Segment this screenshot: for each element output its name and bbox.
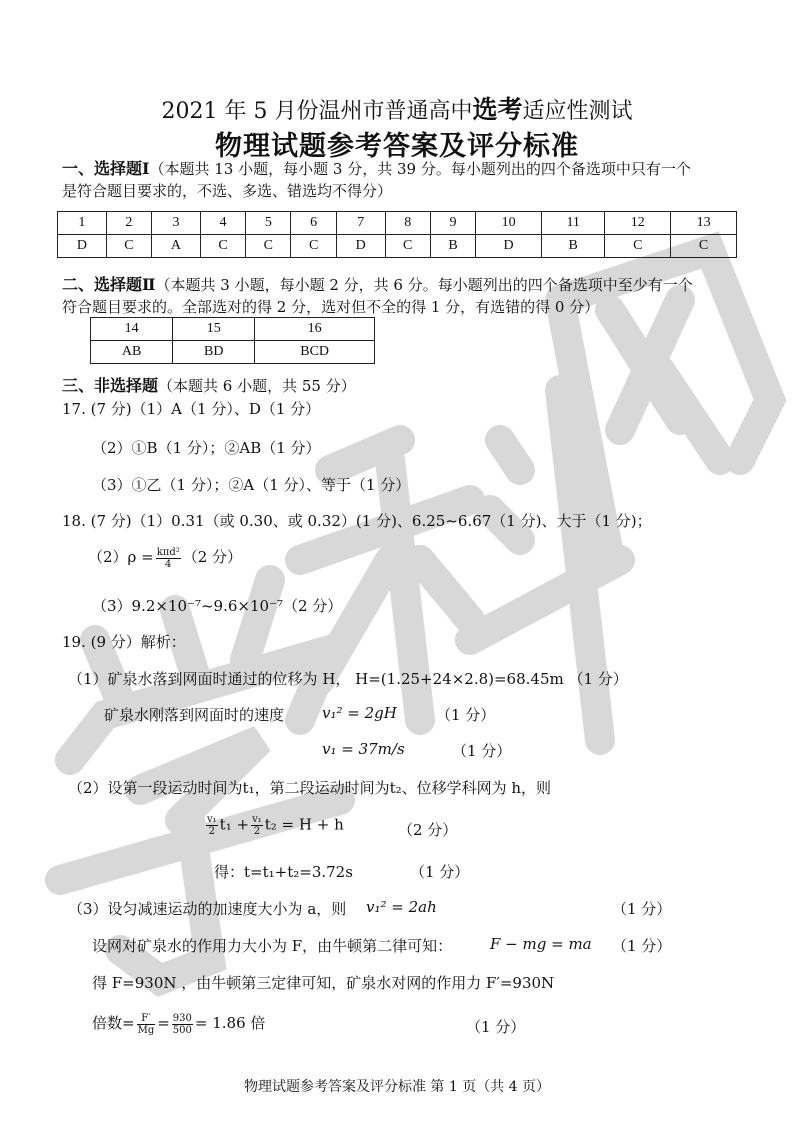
table-cell: 9 (430, 212, 475, 235)
table-cell: 16 (255, 318, 375, 341)
table-cell: 4 (200, 212, 245, 235)
q18-fraction (156, 547, 181, 570)
frac-den: 2 (208, 826, 216, 837)
q18-line2 (88, 546, 242, 570)
eq-sign: = (157, 1014, 170, 1032)
table-cell: 5 (246, 212, 291, 235)
q19-p2-line2 (204, 814, 344, 837)
q19-frac-4 (172, 1013, 193, 1036)
q19-p3-line2-text: 设网对矿泉水的作用力大小为 F，由牛顿第二律可知： (92, 937, 453, 955)
q18-formula-post: （2 分） (182, 548, 243, 566)
frac-den: 500 (172, 1024, 192, 1036)
q19-p3-line4 (92, 1012, 265, 1036)
table-cell: D (476, 235, 542, 258)
q19-p3-line2-pts: （1 分） (612, 937, 672, 955)
q19-p3-line1-text: （3）设匀减速运动的加速度大小为 a，则 (68, 900, 347, 918)
table-cell: 7 (336, 212, 385, 235)
table-cell: C (385, 235, 430, 258)
sec2-answer-row (91, 341, 375, 364)
q19-frac-2 (251, 814, 263, 837)
table-cell: 8 (385, 212, 430, 235)
q19-head: 19. (9 分）解析： (62, 633, 186, 651)
table-cell: 10 (476, 212, 542, 235)
table-cell: 1 (58, 212, 107, 235)
ratio-result: = 1.86 倍 (194, 1014, 266, 1032)
q17-line1: 17. (7 分)（1）A（1 分）、D（1 分） (62, 400, 321, 418)
q19-p1-line2-text: 矿泉水刚落到网面时的速度 (104, 706, 285, 724)
title-line-1 (0, 90, 794, 126)
eq-mid: t₁ + (219, 815, 250, 834)
table-cell: 14 (91, 318, 173, 341)
table-cell: B (430, 235, 475, 258)
sec3-desc: （本题共 6 小题，共 55 分） (158, 377, 356, 395)
title-line-2: 物理试题参考答案及评分标准 (215, 131, 579, 162)
q19-p3-line2-eq: F − mg = ma (490, 935, 592, 953)
q19-p1-line3-eq: v₁ = 37m/s (322, 740, 405, 758)
q19-p2-line1: （2）设第一段运动时间为t₁，第二段运动时间为t₂、位移学科网为 h，则 (68, 779, 552, 797)
sec1-heading: 一、选择题Ⅰ (62, 159, 150, 178)
frac-den: 2 (253, 826, 261, 837)
frac-num: v₁ (252, 814, 262, 825)
q19-frac-3 (137, 1013, 156, 1036)
table-cell: 2 (106, 212, 151, 235)
title-post: 适应性测试 (522, 99, 633, 124)
table-cell: 13 (671, 212, 737, 235)
q19-p1-line1: （1）矿泉水落到网面时通过的位移为 H， H=(1.25+24×2.8)=68.45m （1 分） (68, 670, 628, 688)
sec1-line1 (62, 158, 691, 180)
sec2-desc1: （本题共 3 小题，每小题 2 分，共 6 分。每小题列出的四个备选项中至少有一个 (155, 276, 693, 294)
table-cell: C (671, 235, 737, 258)
q19-p3-line4-pts: （1 分） (466, 1018, 526, 1036)
q18-line1: 18. (7 分)（1）0.31（或 0.30、或 0.32）(1 分)、6.25~6.67（1 分)、大于（1 分)； (62, 512, 652, 530)
table-cell: C (106, 235, 151, 258)
table-cell: B (541, 235, 604, 258)
q19-frac-1 (206, 814, 218, 837)
sec3-heading: 三、非选择题 (62, 376, 159, 395)
table-cell: AB (91, 341, 173, 364)
frac-num: F′ (137, 1013, 156, 1025)
table-cell: A (152, 235, 201, 258)
table-cell: BD (173, 341, 255, 364)
sec2-answer-table (90, 317, 375, 364)
table-cell: C (246, 235, 291, 258)
ratio-label: 倍数= (92, 1014, 135, 1032)
q18-line3: （3）9.2×10⁻⁷~9.6×10⁻⁷（2 分） (92, 597, 343, 615)
frac-num: 930 (172, 1012, 192, 1024)
title-bold: 选考 (472, 95, 523, 124)
q18-formula-pre: （2）ρ = (88, 548, 154, 566)
table-cell: 12 (605, 212, 671, 235)
sec1-number-row (58, 212, 737, 235)
q19-p1-line3-pts: （1 分） (452, 742, 512, 760)
table-cell: C (605, 235, 671, 258)
table-cell: 6 (291, 212, 336, 235)
frac-den: Mg (137, 1024, 155, 1036)
sec2-number-row (91, 318, 375, 341)
q18-frac-den: 4 (165, 558, 172, 570)
sec1-desc1: （本题共 13 小题，每小题 3 分，共 39 分。每小题列出的四个备选项中只有一个 (149, 160, 691, 178)
sec3-line (62, 375, 356, 397)
table-cell: C (291, 235, 336, 258)
title-pre: 2021 年 5 月份温州市普通高中 (161, 99, 473, 124)
eq-end: t₂ = H + h (264, 815, 344, 834)
sec1-answer-row (58, 235, 737, 258)
table-cell: D (336, 235, 385, 258)
sec2-heading: 二、选择题Ⅱ (62, 275, 156, 294)
q19-p3-line3: 得 F=930N ，由牛顿第三定律可知，矿泉水对网的作用力 F′=930N (92, 974, 555, 992)
table-cell: 11 (541, 212, 604, 235)
sec2-desc2: 符合题目要求的。全部选对的得 2 分，选对但不全的得 1 分，有选错的得 0 分） (62, 298, 600, 316)
q17-line3: （3）①乙（1 分）；②A（1 分）、等于（1 分） (92, 476, 411, 494)
q17-line2: （2）①B（1 分）；②AB（1 分） (92, 439, 321, 457)
sec1-desc2: 是符合题目要求的，不选、多选、错选均不得分） (62, 182, 393, 200)
table-cell: D (58, 235, 107, 258)
frac-num: v₁ (207, 814, 217, 825)
page-footer: 物理试题参考答案及评分标准 第 1 页（共 4 页） (243, 1079, 551, 1095)
sec2-line1 (62, 274, 693, 296)
q19-p3-line1-pts: （1 分） (612, 900, 672, 918)
q19-p2-line2-pts: （2 分） (398, 821, 458, 839)
q19-p1-line2-eq: v₁² = 2gH (322, 704, 397, 722)
table-cell: 15 (173, 318, 255, 341)
sec1-answer-table (57, 211, 737, 258)
q19-p2-line3: 得：t=t₁+t₂=3.72s (214, 863, 353, 881)
q19-p2-line3-pts: （1 分） (410, 863, 470, 881)
q19-p3-line1-eq: v₁² = 2ah (366, 898, 437, 916)
table-cell: BCD (255, 341, 375, 364)
q19-p1-line2-pts: （1 分） (436, 706, 496, 724)
q18-frac-num: kπd² (156, 546, 180, 558)
table-cell: 3 (152, 212, 201, 235)
table-cell: C (200, 235, 245, 258)
